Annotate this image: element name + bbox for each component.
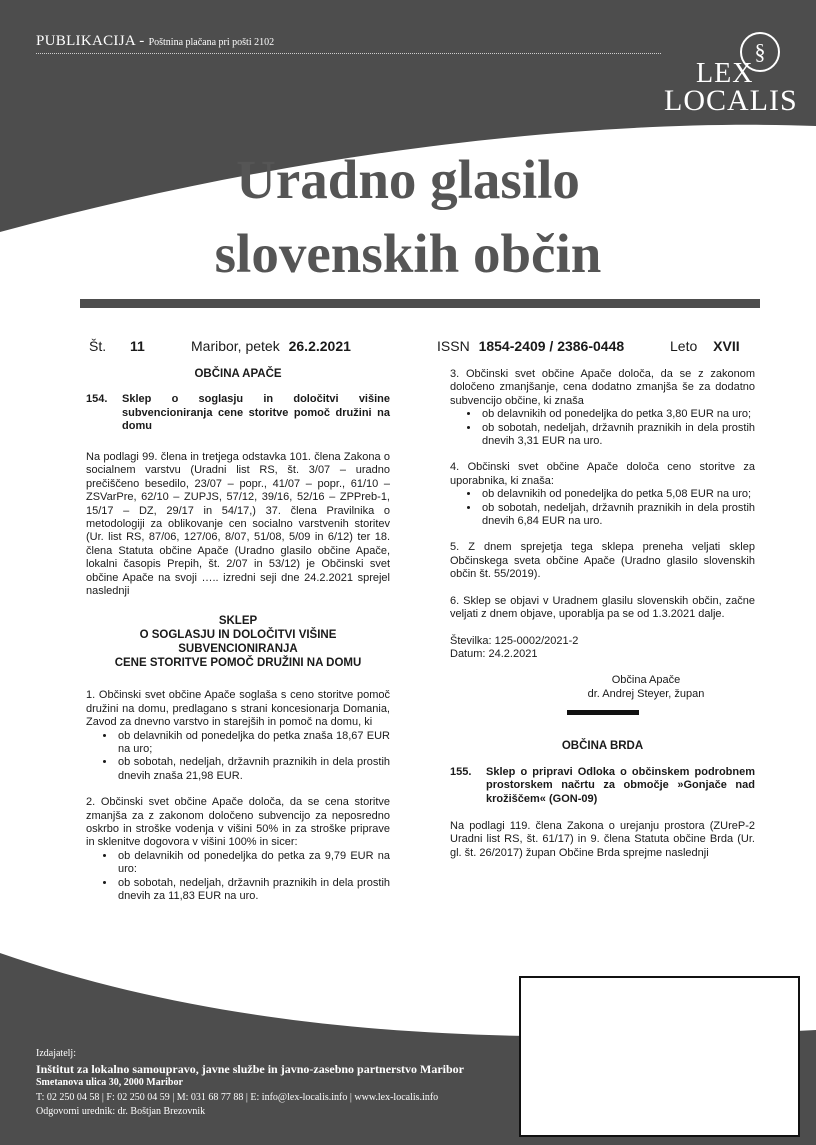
publisher-address: Smetanova ulica 30, 2000 Maribor [36, 1077, 183, 1089]
point-6: 6. Sklep se objavi v Uradnem glasilu slovenskih občin, začne veljati z dnem objave, uporablja pa se od 1.3.2021 dalje. [450, 594, 755, 621]
act-title: Sklep o soglasju in določitvi višine subvencioniranja cene storitve pomoč družini na domu [122, 393, 390, 433]
municipality-heading-2: OBČINA BRDA [561, 740, 644, 753]
right-column [450, 368, 755, 860]
sklep-heading: SKLEP O SOGLASJU IN DOLOČITVI VIŠINE SUBVENCIONIRANJA CENE STORITVE POMOČ DRUŽINI NA DOMU [114, 615, 362, 670]
municipality-heading: OBČINA APAČE [194, 368, 282, 380]
point-1: 1. Občinski svet občine Apače soglaša s ceno storitve pomoč družini na domu, predlagano s strani koncesionarja Domania, Zavod za dnevno varstvo in starejših in pomoč na domu, ki [86, 689, 390, 729]
publication-line: PUBLIKACIJA - Poštnina plačana pri pošti 2102 [36, 33, 275, 49]
act-preamble: Na podlagi 99. člena in tretjega odstavka 101. člena Zakona o socialnem varstvu (Uradni list RS, št. 3/07 – uradno prečiščeno besedilo, 23/07 – popr., 41/07 – popr., 61/10 – ZSVarPre, 62/10 – ZUPJS, 57/12, 39/16, 52/16 – ZPPreb-1, 15/17 – DZ, 29/17 in 54/17,) 37. člena Pravilnika o metodologiji za oblikovanje cen socialno varstvenih storitev (Ur. list RS, 87/06, 127/06, 8/07, 51/08, 5/09 in 6/12) ter 18. člena Statuta občine Apače (Uradno glasilo občine Apače, lokalni časopis Prepih, št. 2/07 in 53/12) je Občinski svet občine Apače na svoji ….. izredni seji dne 24.2.2021 sprejel naslednji [86, 450, 390, 597]
responsible-editor: Odgovorni urednik: dr. Boštjan Brezovnik [36, 1106, 206, 1118]
page-title-line-2: slovenskih občin [214, 223, 602, 284]
point-2: 2. Občinski svet občine Apače določa, da se cena storitve zmanjša za z zakonom določeno subvencijo za neposredno oskrbo in stroške vodenja v višini 50% in za stroške priprave in sklenitve dogovora v višini 100% in sicer: [86, 796, 390, 849]
list-item: • ob delavnikih od ponedeljka do petka znaša 18,67 EUR na uro; [116, 730, 390, 757]
postage-note: Poštnina plačana pri pošti 2102 [148, 37, 275, 48]
point-4-list [450, 488, 755, 528]
list-item: • ob delavnikih od ponedeljka do petka 3,80 EUR na uro; [480, 408, 755, 421]
publisher-label: Izdajatelj: [36, 1048, 76, 1059]
list-item: • ob sobotah, nedeljah, državnih praznikih in dela prostih dnevih 6,84 EUR na uro. [480, 502, 755, 529]
logo-localis: LOCALIS [664, 84, 798, 117]
publication-label: PUBLIKACIJA [36, 33, 136, 49]
signature-block [546, 674, 746, 701]
issue-year: Leto XVII [670, 338, 740, 354]
issue-issn: ISSN 1854-2409 / 2386-0448 [437, 338, 625, 354]
point-3: 3. Občinski svet občine Apače določa, da se z zakonom določeno zmanjšanje, cena dodatno zmanjša še za dodatno subvencijo občine, ki znaša [450, 368, 755, 407]
blank-box [519, 976, 800, 1137]
header-divider [36, 53, 661, 54]
publisher-name: Inštitut za lokalno samoupravo, javne službe in javno-zasebno partnerstvo Maribor [36, 1061, 465, 1076]
act-heading-2 [450, 766, 755, 807]
issue-date: Maribor, petek 26.2.2021 [191, 338, 351, 354]
left-column [86, 368, 390, 903]
list-item: • ob delavnikih od ponedeljka do petka 5,08 EUR na uro; [480, 488, 755, 501]
list-item: • ob sobotah, nedeljah, državnih praznikih in dela prostih dnevih znaša 21,98 EUR. [116, 756, 390, 783]
point-5: 5. Z dnem sprejetja tega sklepa preneha veljati sklep Občinskega sveta občine Apače (Uradno glasilo slovenskih občin št. 55/2019). [450, 541, 755, 581]
act-title-2: Sklep o pripravi Odloka o občinskem podrobnem prostorskem načrtu za območje »Gonjače nad krožiščem« (GON-09) [486, 765, 755, 805]
publisher-contacts: T: 02 250 04 58 | F: 02 250 04 59 | M: 031 68 77 88 | E: info@lex-localis.info | www.lex-localis.info [36, 1091, 439, 1103]
point-2-list [86, 850, 390, 904]
point-4: 4. Občinski svet občine Apače določa ceno storitve za uporabnika, ki znaša: [450, 461, 755, 487]
section-sign-icon: § [740, 32, 780, 72]
footer-info [36, 1047, 464, 1120]
act-heading [86, 393, 390, 434]
list-item: • ob sobotah, nedeljah, državnih praznikih in dela prostih dnevih 3,31 EUR na uro. [480, 422, 755, 449]
act-number-2: 155. [450, 765, 472, 778]
signer-name: dr. Andrej Steyer, župan [587, 687, 705, 700]
logo-lex: LEX [696, 58, 754, 89]
issue-number: Št. 11 [89, 338, 145, 354]
signer-org: Občina Apače [611, 674, 681, 687]
act-preamble-2: Na podlagi 119. člena Zakona o urejanju prostora (ZUreP-2 Uradni list RS, št. 61/17) in 9. člena Statuta občine Brda (Ur. gl. št. 26/2017) župan Občine Brda sprejme naslednji [450, 820, 755, 859]
document-date: Datum: 24.2.2021 [450, 647, 538, 660]
point-1-list [86, 730, 390, 784]
title-rule [80, 299, 760, 308]
list-item: • ob delavnikih od ponedeljka do petka za 9,79 EUR na uro: [116, 850, 390, 877]
act-number: 154. [86, 393, 108, 406]
document-number: Številka: 125-0002/2021-2 [450, 634, 579, 647]
page-title-line-1: Uradno glasilo [236, 149, 580, 210]
list-item: • ob sobotah, nedeljah, državnih praznikih in dela prostih dnevih za 11,83 EUR na uro. [116, 877, 390, 904]
separator-line [567, 710, 639, 715]
point-3-list [450, 408, 755, 448]
